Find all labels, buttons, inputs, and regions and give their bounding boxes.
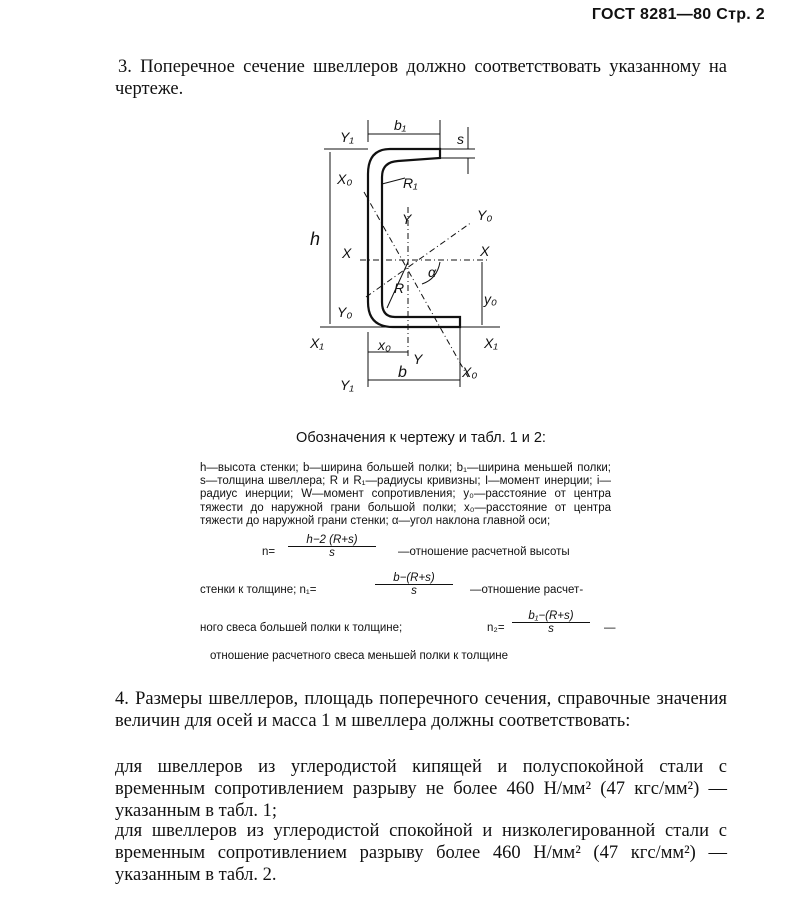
label-x0-top: X₀ — [337, 171, 353, 187]
formula-n2-dash: — — [604, 622, 616, 634]
label-r1: R₁ — [403, 175, 418, 191]
label-b1: b₁ — [394, 117, 407, 133]
formula-n2-numerator: b₁−(R+s) — [512, 610, 590, 623]
formula-n-denominator: s — [329, 547, 335, 559]
section-4-item-1: для швеллеров из углеродистой кипящей и полуспокойной стали с временным сопротивлением разрыву не более 460 Н/мм² (47 кгс/мм²) — указанным в табл. 1; — [115, 757, 727, 821]
label-y0-left: Y₀ — [337, 304, 353, 320]
legend-title: Обозначения к чертежу и табл. 1 и 2: — [296, 430, 546, 446]
formula-n1-numerator: b−(R+s) — [375, 572, 453, 585]
formula-n-label: n= — [262, 546, 276, 558]
label-alpha: α — [428, 264, 436, 280]
formula-n-numerator: h−2 (R+s) — [288, 534, 376, 547]
label-b: b — [398, 364, 407, 381]
label-h: h — [310, 229, 321, 249]
label-x0-bottom: X₀ — [462, 364, 478, 380]
label-y0-right: Y₀ — [477, 207, 493, 223]
label-x1-left: X₁ — [310, 335, 324, 351]
formula-n1-description: —отношение расчет- — [470, 584, 584, 596]
legend-definitions: h—высота стенки; b—ширина большей полки; b₁—ширина меньшей полки; s—толщина швеллера; R и R₁—радиусы кривизны; I—момент инерции; i—радиус инерции; W—момент сопротивления; y₀—расстояние от центра тяжести до наружной грани большой полки; x₀—расстояние от центра тяжести до наружной грани стенки; α—угол наклона главной оси; — [200, 462, 611, 527]
label-y1-bottom: Y₁ — [340, 377, 354, 393]
legend-text — [200, 462, 611, 528]
section-4-text: 4. Размеры швеллеров, площадь поперечного сечения, справочные значения величин для осей и масса 1 м швеллера должны соответствовать: — [115, 689, 727, 731]
label-x-right: X — [480, 243, 490, 259]
label-y-bottom: Y — [413, 351, 423, 367]
label-y-center: Y — [402, 211, 412, 227]
formula-n2-denominator: s — [548, 623, 554, 635]
section-4-item-2: для швеллеров из углеродистой спокойной и низколегированной стали с временным сопротивлением разрыву более 460 Н/мм² (47 кгс/мм²) — указанным в табл. 2. — [115, 821, 727, 885]
formula-n2-fraction — [512, 610, 590, 635]
page-number: Стр. 2 — [716, 6, 765, 23]
formula-n1-fraction — [375, 572, 453, 597]
formula-n-fraction — [288, 534, 376, 559]
label-s: s — [457, 131, 464, 147]
label-x0-dim: x₀ — [378, 337, 391, 353]
section-3-text: 3. Поперечное сечение швеллеров должно соответствовать указанному на чертеже. — [115, 57, 727, 99]
legend-last-line: отношение расчетного свеса меньшей полки к толщине — [210, 650, 509, 662]
label-x-left: X — [342, 245, 352, 261]
formula-n1-prefix: стенки к толщине; n₁= — [200, 584, 317, 596]
channel-cross-section-drawing — [290, 112, 550, 402]
page-header — [592, 6, 765, 24]
formula-n-description: —отношение расчетной высоты — [398, 546, 570, 558]
label-r: R — [394, 280, 405, 296]
standard-number: ГОСТ 8281—80 — [591, 6, 712, 23]
label-x1-right: X₁ — [484, 335, 498, 351]
label-y1-top: Y₁ — [340, 129, 354, 145]
label-y0-dim: y₀ — [484, 291, 497, 307]
formula-n2-label: n₂= — [487, 622, 505, 634]
formula-n1-denominator: s — [411, 585, 417, 597]
formula-n2-prefix: ного свеса большей полки к толщине; — [200, 622, 403, 634]
